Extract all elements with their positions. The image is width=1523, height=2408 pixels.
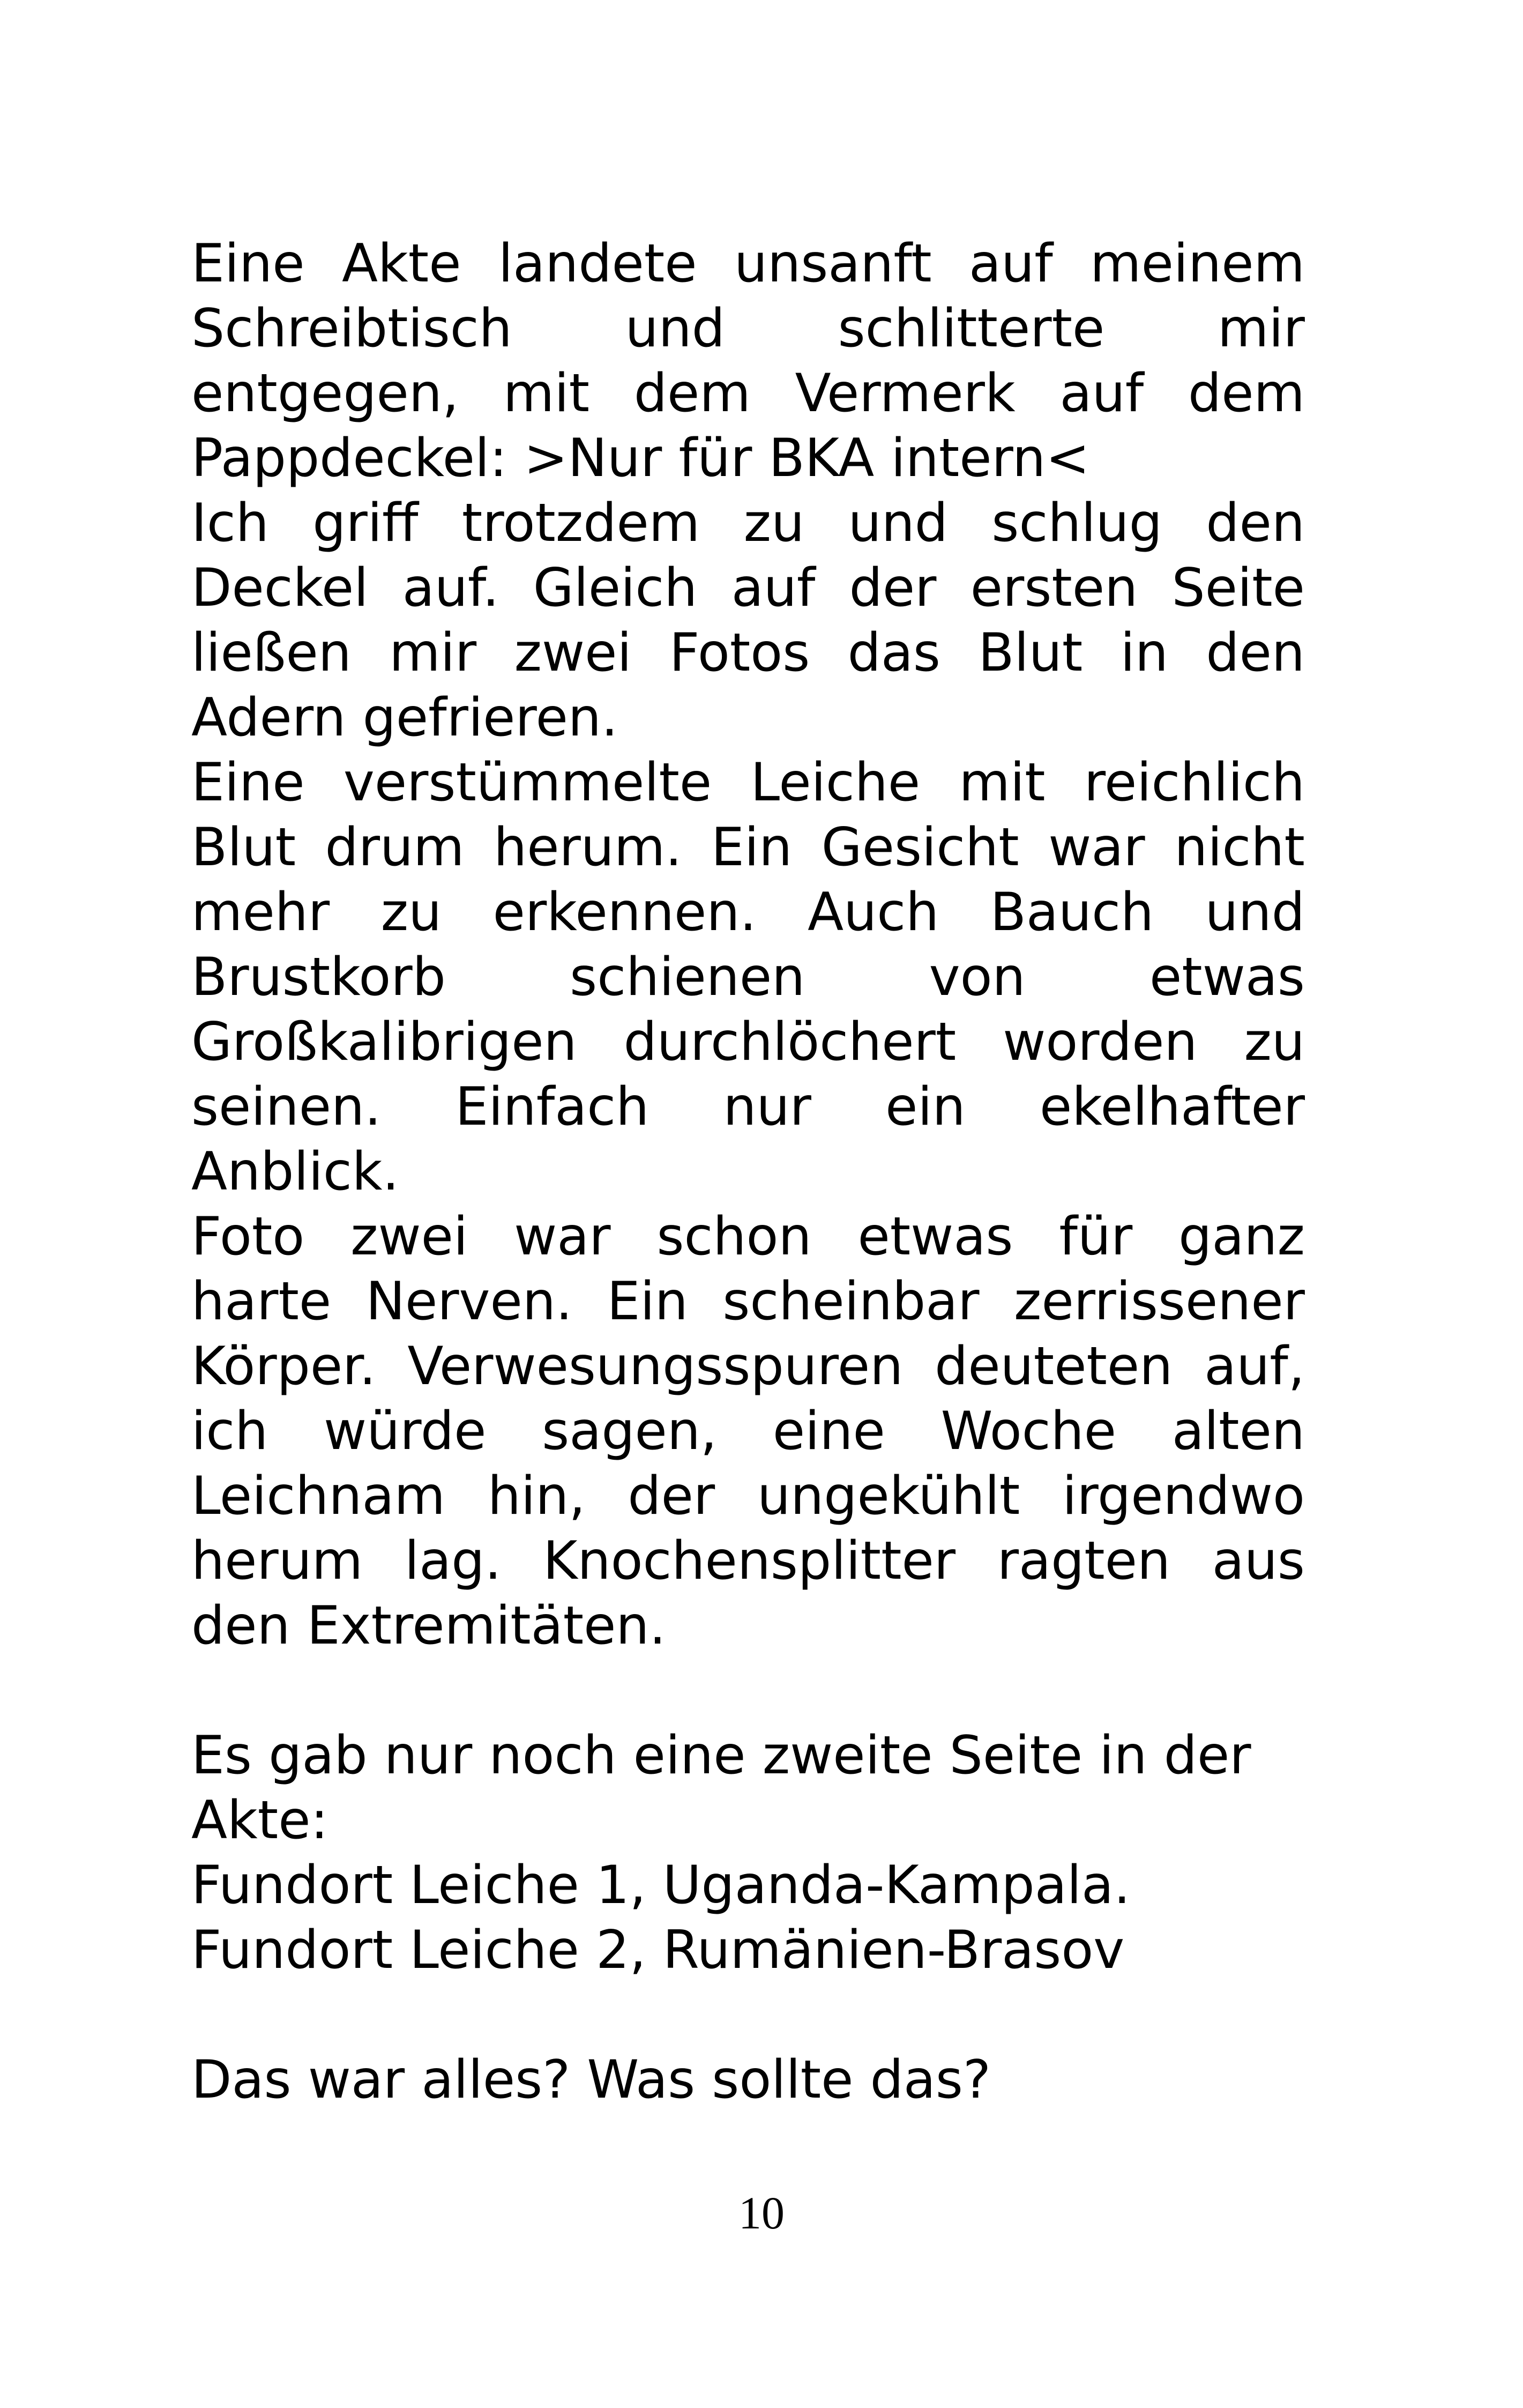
word: etwas [857, 1206, 1013, 1267]
word: mir [389, 622, 477, 683]
text-line [191, 1205, 1305, 1269]
text-line: Fundort Leiche 2, Rumänien-Brasov [191, 1920, 1125, 1981]
word: Knochensplitter [543, 1530, 956, 1592]
text-line [191, 296, 1305, 361]
word: würde [324, 1401, 487, 1462]
word: deuteten [935, 1336, 1173, 1397]
word: zwei [350, 1206, 468, 1267]
word: zu [380, 882, 442, 943]
text-line: Pappdeckel: >Nur für BKA intern< [191, 428, 1090, 489]
word: Seite [1171, 558, 1305, 619]
word: Nerven. [365, 1271, 573, 1332]
word: scheinbar [722, 1271, 980, 1332]
word: für [1059, 1206, 1133, 1267]
word: Akte [341, 233, 461, 294]
word: schienen [570, 947, 805, 1008]
word: Gesicht [821, 817, 1019, 878]
word: dem [633, 363, 751, 424]
word: auf [969, 233, 1053, 294]
text-line: Fundort Leiche 1, Uganda-Kampala. [191, 1855, 1131, 1916]
word: auf. [402, 558, 499, 619]
word: Einfach [455, 1076, 649, 1138]
blank-line [191, 1983, 1305, 2048]
word: Foto [191, 1206, 305, 1267]
word: drum [325, 817, 465, 878]
word: mit [503, 363, 590, 424]
word: eine [772, 1401, 885, 1462]
text-line [191, 621, 1305, 686]
text-line [191, 1010, 1305, 1075]
word: nicht [1174, 817, 1305, 878]
word: verstümmelte [343, 752, 712, 813]
word: Schreibtisch [191, 298, 512, 359]
text-line: den Extremitäten. [191, 1595, 666, 1656]
word: worden [1003, 1012, 1198, 1073]
body-text [191, 232, 1305, 2113]
word: war [1048, 817, 1145, 878]
word: das [847, 622, 940, 683]
word: Blut [978, 622, 1083, 683]
word: alten [1171, 1401, 1305, 1462]
word: Körper. [191, 1336, 376, 1397]
word: mehr [191, 882, 330, 943]
word: Verwesungsspuren [407, 1336, 904, 1397]
word: herum [191, 1530, 363, 1592]
word: sagen, [542, 1401, 718, 1462]
word: ekelhafter [1039, 1076, 1305, 1138]
word: Woche [940, 1401, 1117, 1462]
text-line [191, 1399, 1305, 1464]
text-line: Es gab nur noch eine zweite Seite in der [191, 1725, 1251, 1786]
text-line [191, 491, 1305, 556]
word: Blut [191, 817, 296, 878]
word: Leichnam [191, 1466, 446, 1527]
word: ersten [970, 558, 1138, 619]
text-line [191, 232, 1305, 296]
word: Ein [711, 817, 793, 878]
word: ganz [1178, 1206, 1305, 1267]
word: zwei [514, 622, 632, 683]
word: entgegen, [191, 363, 459, 424]
text-line [191, 1334, 1305, 1399]
word: landete [498, 233, 697, 294]
word: harte [191, 1271, 332, 1332]
word: irgendwo [1062, 1466, 1305, 1527]
word: zu [743, 493, 805, 554]
word: den [1206, 622, 1305, 683]
word: ließen [191, 622, 352, 683]
word: von [929, 947, 1026, 1008]
word: war [514, 1206, 611, 1267]
word: durchlöchert [623, 1012, 957, 1073]
word: ein [885, 1076, 966, 1138]
page-number: 10 [738, 2187, 785, 2239]
text-line: Adern gefrieren. [191, 687, 618, 748]
text-line: Akte: [191, 1790, 329, 1851]
word: hin, [487, 1466, 586, 1527]
word: Vermerk [795, 363, 1016, 424]
word: Bauch [990, 882, 1154, 943]
text-line [191, 556, 1305, 621]
word: Ich [191, 493, 269, 554]
text-line [191, 880, 1305, 945]
word: herum. [494, 817, 682, 878]
word: und [625, 298, 725, 359]
word: trotzdem [461, 493, 700, 554]
text-line: Anblick. [191, 1141, 399, 1202]
text-line [191, 361, 1305, 426]
word: Brustkorb [191, 947, 446, 1008]
word: und [848, 493, 949, 554]
word: etwas [1149, 947, 1305, 1008]
word: ich [191, 1401, 268, 1462]
text-line: Das war alles? Was sollte das? [191, 2049, 991, 2110]
word: Ein [607, 1271, 688, 1332]
word: in [1120, 622, 1169, 683]
word: erkennen. [492, 882, 757, 943]
word: Deckel [191, 558, 369, 619]
word: der [849, 558, 937, 619]
word: auf [1059, 363, 1144, 424]
word: mit [959, 752, 1046, 813]
word: zerrissener [1014, 1271, 1305, 1332]
word: lag. [404, 1530, 502, 1592]
word: Eine [191, 752, 305, 813]
word: meinem [1090, 233, 1305, 294]
word: schon [656, 1206, 812, 1267]
word: der [628, 1466, 715, 1527]
word: mir [1217, 298, 1305, 359]
word: und [1205, 882, 1305, 943]
word: reichlich [1084, 752, 1305, 813]
word: Eine [191, 233, 305, 294]
text-line [191, 1075, 1305, 1140]
word: zu [1244, 1012, 1305, 1073]
word: Leiche [750, 752, 921, 813]
word: Gleich [533, 558, 698, 619]
word: ragten [997, 1530, 1171, 1592]
word: griff [312, 493, 419, 554]
text-line [191, 815, 1305, 880]
text-line [191, 1529, 1305, 1594]
word: den [1206, 493, 1305, 554]
word: schlitterte [838, 298, 1105, 359]
word: aus [1212, 1530, 1305, 1592]
word: Großkalibrigen [191, 1012, 577, 1073]
text-line [191, 1269, 1305, 1334]
word: dem [1188, 363, 1305, 424]
word: auf [731, 558, 816, 619]
blank-line [191, 1659, 1305, 1723]
word: ungekühlt [757, 1466, 1020, 1527]
text-line [191, 750, 1305, 815]
word: Auch [808, 882, 939, 943]
word: unsanft [734, 233, 932, 294]
word: Fotos [669, 622, 810, 683]
word: nur [723, 1076, 811, 1138]
text-line [191, 1464, 1305, 1529]
word: schlug [991, 493, 1162, 554]
word: auf, [1204, 1336, 1305, 1397]
text-line [191, 945, 1305, 1010]
word: seinen. [191, 1076, 382, 1138]
